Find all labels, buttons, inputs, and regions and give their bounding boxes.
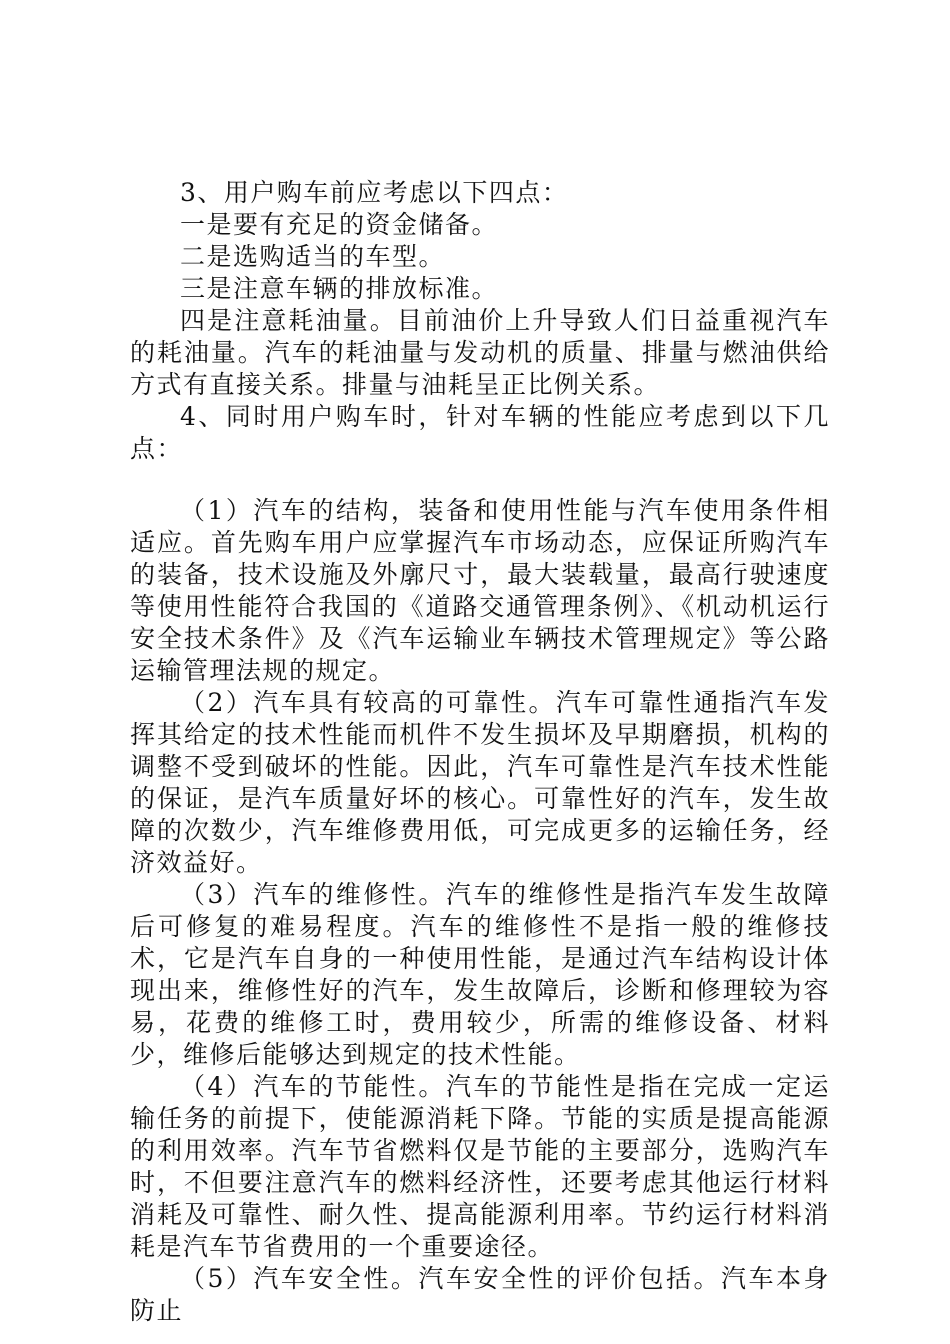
paragraph-point-two: 二是选购适当的车型。	[180, 242, 446, 271]
paragraph-performance-heading: 4、同时用户购车时，针对车辆的性能应考虑到以下几点：	[130, 402, 830, 463]
paragraph-purchase-heading: 3、用户购车前应考虑以下四点：	[180, 178, 569, 207]
body-text	[130, 177, 830, 1327]
paragraph-item-5: （5）汽车安全性。汽车安全性的评价包括。汽车本身防止	[130, 1264, 830, 1325]
paragraph-item-1: （1）汽车的结构，装备和使用性能与汽车使用条件相适应。首先购车用户应掌握汽车市场动态，应保证所购汽车的装备，技术设施及外廓尺寸，最大装载量，最高行驶速度等使用性能符合我国的《道路交通管理条例》、《机动机运行安全技术条件》及《汽车运输业车辆技术管理规定》等公路运输管理法规的规定。	[130, 496, 830, 685]
paragraph-point-one: 一是要有充足的资金储备。	[180, 210, 499, 239]
paragraph-item-2: （2）汽车具有较高的可靠性。汽车可靠性通指汽车发挥其给定的技术性能而机件不发生损坏及早期磨损，机构的调整不受到破坏的性能。因此，汽车可靠性是汽车技术性能的保证，是汽车质量好坏的核心。可靠性好的汽车，发生故障的次数少，汽车维修费用低，可完成更多的运输任务，经济效益好。	[130, 688, 830, 877]
paragraph-item-3: （3）汽车的维修性。汽车的维修性是指汽车发生故障后可修复的难易程度。汽车的维修性不是指一般的维修技术，它是汽车自身的一种使用性能，是通过汽车结构设计体现出来，维修性好的汽车，发生故障后，诊断和修理较为容易，花费的维修工时，费用较少，所需的维修设备、材料少，维修后能够达到规定的技术性能。	[130, 880, 830, 1069]
paragraph-point-four: 四是注意耗油量。目前油价上升导致人们日益重视汽车的耗油量。汽车的耗油量与发动机的质量、排量与燃油供给方式有直接关系。排量与油耗呈正比例关系。	[130, 306, 830, 399]
paragraph-item-4: （4）汽车的节能性。汽车的节能性是指在完成一定运输任务的前提下，使能源消耗下降。节能的实质是提高能源的利用效率。汽车节省燃料仅是节能的主要部分，选购汽车时，不但要注意汽车的燃料经济性，还要考虑其他运行材料消耗及可靠性、耐久性、提高能源利用率。节约运行材料消耗是汽车节省费用的一个重要途径。	[130, 1072, 830, 1261]
paragraph-point-three: 三是注意车辆的排放标准。	[180, 274, 499, 303]
